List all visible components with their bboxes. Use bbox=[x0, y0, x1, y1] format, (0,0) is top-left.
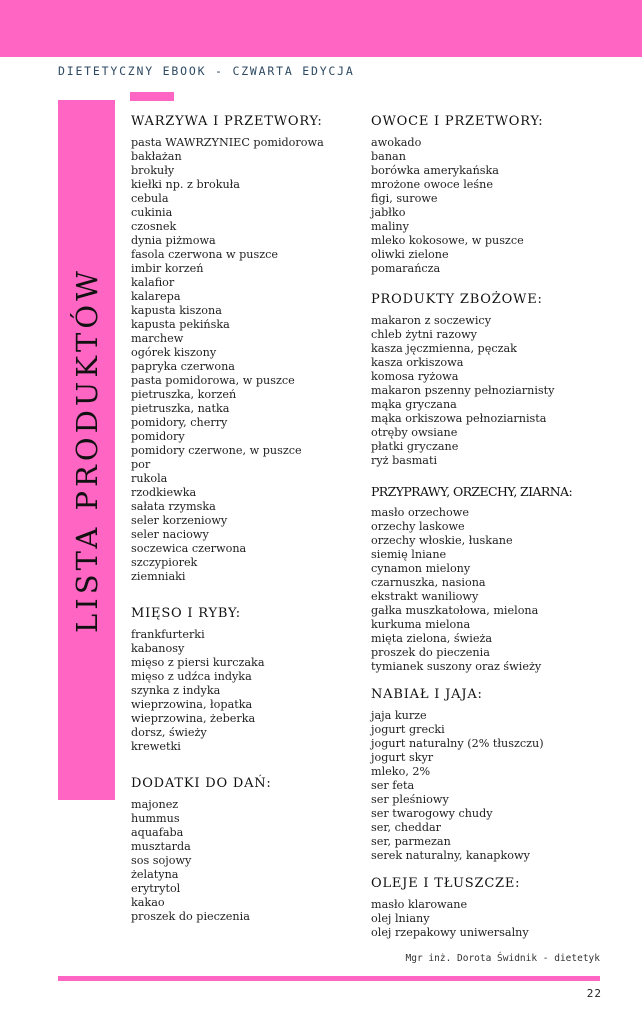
list-item: ogórek kiszony bbox=[131, 346, 217, 359]
list-item: mleko, 2% bbox=[371, 765, 431, 778]
list-item: cebula bbox=[131, 192, 169, 205]
list-item: erytrytol bbox=[131, 882, 181, 895]
list-item: brokuły bbox=[131, 164, 175, 177]
section-title-meat: MIĘSO I RYBY: bbox=[131, 606, 241, 621]
list-item: siemię lniane bbox=[371, 548, 447, 561]
list-item: mrożone owoce leśne bbox=[371, 178, 493, 191]
list-item: ryż basmati bbox=[371, 454, 438, 467]
list-item: kasza orkiszowa bbox=[371, 356, 464, 369]
list-item: sałata rzymska bbox=[131, 500, 216, 513]
section-title-grains: PRODUKTY ZBOŻOWE: bbox=[371, 292, 543, 307]
list-item: mięso z udźca indyka bbox=[131, 670, 252, 683]
list-item: dorsz, świeży bbox=[131, 726, 207, 739]
section-title-oils: OLEJE I TŁUSZCZE: bbox=[371, 876, 521, 891]
list-item: żelatyna bbox=[131, 868, 179, 881]
list-item: aquafaba bbox=[131, 826, 184, 839]
list-item: ser, cheddar bbox=[371, 821, 442, 834]
ebook-title: DIETETYCZNY EBOOK - CZWARTA EDYCJA bbox=[58, 64, 355, 78]
sidebar-title-wrapper bbox=[58, 100, 115, 800]
list-item: pietruszka, natka bbox=[131, 402, 230, 415]
list-item: orzechy laskowe bbox=[371, 520, 465, 533]
list-item: proszek do pieczenia bbox=[131, 910, 250, 923]
list-item: pasta pomidorowa, w puszce bbox=[131, 374, 295, 387]
list-item: jogurt skyr bbox=[371, 751, 434, 764]
list-item: orzechy włoskie, łuskane bbox=[371, 534, 513, 547]
section-oils bbox=[371, 876, 631, 940]
list-item: mięta zielona, świeża bbox=[371, 632, 493, 645]
list-item: kapusta kiszona bbox=[131, 304, 222, 317]
list-item: olej rzepakowy uniwersalny bbox=[371, 926, 529, 939]
author-credit: Mgr inż. Dorota Świdnik - dietetyk bbox=[405, 953, 600, 964]
section-title-spices: PRZYPRAWY, ORZECHY, ZIARNA: bbox=[371, 484, 573, 499]
list-item: musztarda bbox=[131, 840, 191, 853]
list-item: wieprzowina, żeberka bbox=[131, 712, 256, 725]
list-item: czarnuszka, nasiona bbox=[371, 576, 486, 589]
list-item: hummus bbox=[131, 812, 180, 825]
section-title-additions: DODATKI DO DAŃ: bbox=[131, 776, 272, 791]
list-item: ziemniaki bbox=[131, 570, 186, 583]
list-item: gałka muszkatołowa, mielona bbox=[371, 604, 539, 617]
list-item: komosa ryżowa bbox=[371, 370, 459, 383]
list-dairy bbox=[371, 709, 631, 863]
list-item: pietruszka, korzeń bbox=[131, 388, 237, 401]
list-item: masło klarowane bbox=[371, 898, 468, 911]
list-item: seler korzeniowy bbox=[131, 514, 228, 527]
list-item: mąka orkiszowa pełnoziarnista bbox=[371, 412, 547, 425]
list-item: płatki gryczane bbox=[371, 440, 459, 453]
bottom-divider bbox=[58, 976, 600, 981]
list-item: frankfurterki bbox=[131, 628, 205, 641]
list-item: jabłko bbox=[371, 206, 406, 219]
accent-bar bbox=[130, 92, 174, 101]
list-item: mleko kokosowe, w puszce bbox=[371, 234, 524, 247]
list-item: kalafior bbox=[131, 276, 175, 289]
list-item: pomidory, cherry bbox=[131, 416, 228, 429]
list-item: szynka z indyka bbox=[131, 684, 221, 697]
list-item: kurkuma mielona bbox=[371, 618, 471, 631]
list-item: figi, surowe bbox=[371, 192, 438, 205]
list-item: ser feta bbox=[371, 779, 415, 792]
list-item: kalarepa bbox=[131, 290, 181, 303]
section-meat bbox=[131, 606, 361, 776]
list-item: awokado bbox=[371, 136, 422, 149]
list-item: ekstrakt waniliowy bbox=[371, 590, 479, 603]
page-number: 22 bbox=[586, 987, 602, 1000]
list-item: ser twarogowy chudy bbox=[371, 807, 493, 820]
section-additions bbox=[131, 776, 361, 924]
sidebar-title: LISTA PRODUKTÓW bbox=[69, 267, 104, 633]
left-column bbox=[131, 114, 361, 924]
list-oils bbox=[371, 898, 631, 940]
section-dairy bbox=[371, 687, 631, 876]
list-item: maliny bbox=[371, 220, 409, 233]
list-item: imbir korzeń bbox=[131, 262, 204, 275]
list-item: borówka amerykańska bbox=[371, 164, 499, 177]
list-item: pomidory bbox=[131, 430, 185, 443]
list-item: oliwki zielone bbox=[371, 248, 449, 261]
list-item: jogurt naturalny (2% tłuszczu) bbox=[371, 737, 544, 750]
list-item: otręby owsiane bbox=[371, 426, 458, 439]
list-item: jogurt grecki bbox=[371, 723, 445, 736]
list-vegetables bbox=[131, 136, 361, 584]
list-item: fasola czerwona w puszce bbox=[131, 248, 278, 261]
list-item: kiełki np. z brokuła bbox=[131, 178, 240, 191]
section-fruits bbox=[371, 114, 631, 292]
section-title-dairy: NABIAŁ I JAJA: bbox=[371, 687, 483, 702]
list-item: ser, parmezan bbox=[371, 835, 451, 848]
list-item: pomidory czerwone, w puszce bbox=[131, 444, 302, 457]
list-item: dynia piżmowa bbox=[131, 234, 216, 247]
list-item: soczewica czerwona bbox=[131, 542, 247, 555]
list-item: papryka czerwona bbox=[131, 360, 235, 373]
list-item: makaron pszenny pełnoziarnisty bbox=[371, 384, 555, 397]
list-item: rukola bbox=[131, 472, 168, 485]
section-grains bbox=[371, 292, 631, 484]
list-item: por bbox=[131, 458, 151, 471]
list-item: majonez bbox=[131, 798, 179, 811]
list-item: chleb żytni razowy bbox=[371, 328, 477, 341]
list-item: bakłażan bbox=[131, 150, 182, 163]
list-item: wieprzowina, łopatka bbox=[131, 698, 253, 711]
list-item: seler naciowy bbox=[131, 528, 209, 541]
list-item: kapusta pekińska bbox=[131, 318, 230, 331]
section-title-vegetables: WARZYWA I PRZETWORY: bbox=[131, 114, 323, 129]
list-item: tymianek suszony oraz świeży bbox=[371, 660, 542, 673]
list-item: olej lniany bbox=[371, 912, 430, 925]
list-item: czosnek bbox=[131, 220, 177, 233]
list-item: mięso z piersi kurczaka bbox=[131, 656, 265, 669]
list-item: cynamon mielony bbox=[371, 562, 471, 575]
list-item: mąka gryczana bbox=[371, 398, 457, 411]
list-item: masło orzechowe bbox=[371, 506, 469, 519]
list-item: cukinia bbox=[131, 206, 173, 219]
section-title-fruits: OWOCE I PRZETWORY: bbox=[371, 114, 544, 129]
list-item: jaja kurze bbox=[371, 709, 427, 722]
list-item: kakao bbox=[131, 896, 165, 909]
section-vegetables bbox=[131, 114, 361, 606]
list-item: ser pleśniowy bbox=[371, 793, 449, 806]
list-item: serek naturalny, kanapkowy bbox=[371, 849, 530, 862]
list-item: pasta WAWRZYNIEC pomidorowa bbox=[131, 136, 324, 149]
list-item: sos sojowy bbox=[131, 854, 192, 867]
right-column bbox=[371, 114, 631, 940]
list-fruits bbox=[371, 136, 631, 276]
list-item: kasza jęczmienna, pęczak bbox=[371, 342, 517, 355]
list-item: makaron z soczewicy bbox=[371, 314, 492, 327]
list-item: krewetki bbox=[131, 740, 181, 753]
section-spices bbox=[371, 484, 631, 687]
list-item: proszek do pieczenia bbox=[371, 646, 490, 659]
list-meat bbox=[131, 628, 361, 754]
list-spices bbox=[371, 506, 631, 674]
list-item: rzodkiewka bbox=[131, 486, 197, 499]
list-item: pomarańcza bbox=[371, 262, 441, 275]
list-item: szczypiorek bbox=[131, 556, 198, 569]
list-additions bbox=[131, 798, 361, 924]
list-item: banan bbox=[371, 150, 406, 163]
top-color-band bbox=[0, 0, 642, 57]
list-item: marchew bbox=[131, 332, 184, 345]
list-grains bbox=[371, 314, 631, 468]
list-item: kabanosy bbox=[131, 642, 185, 655]
